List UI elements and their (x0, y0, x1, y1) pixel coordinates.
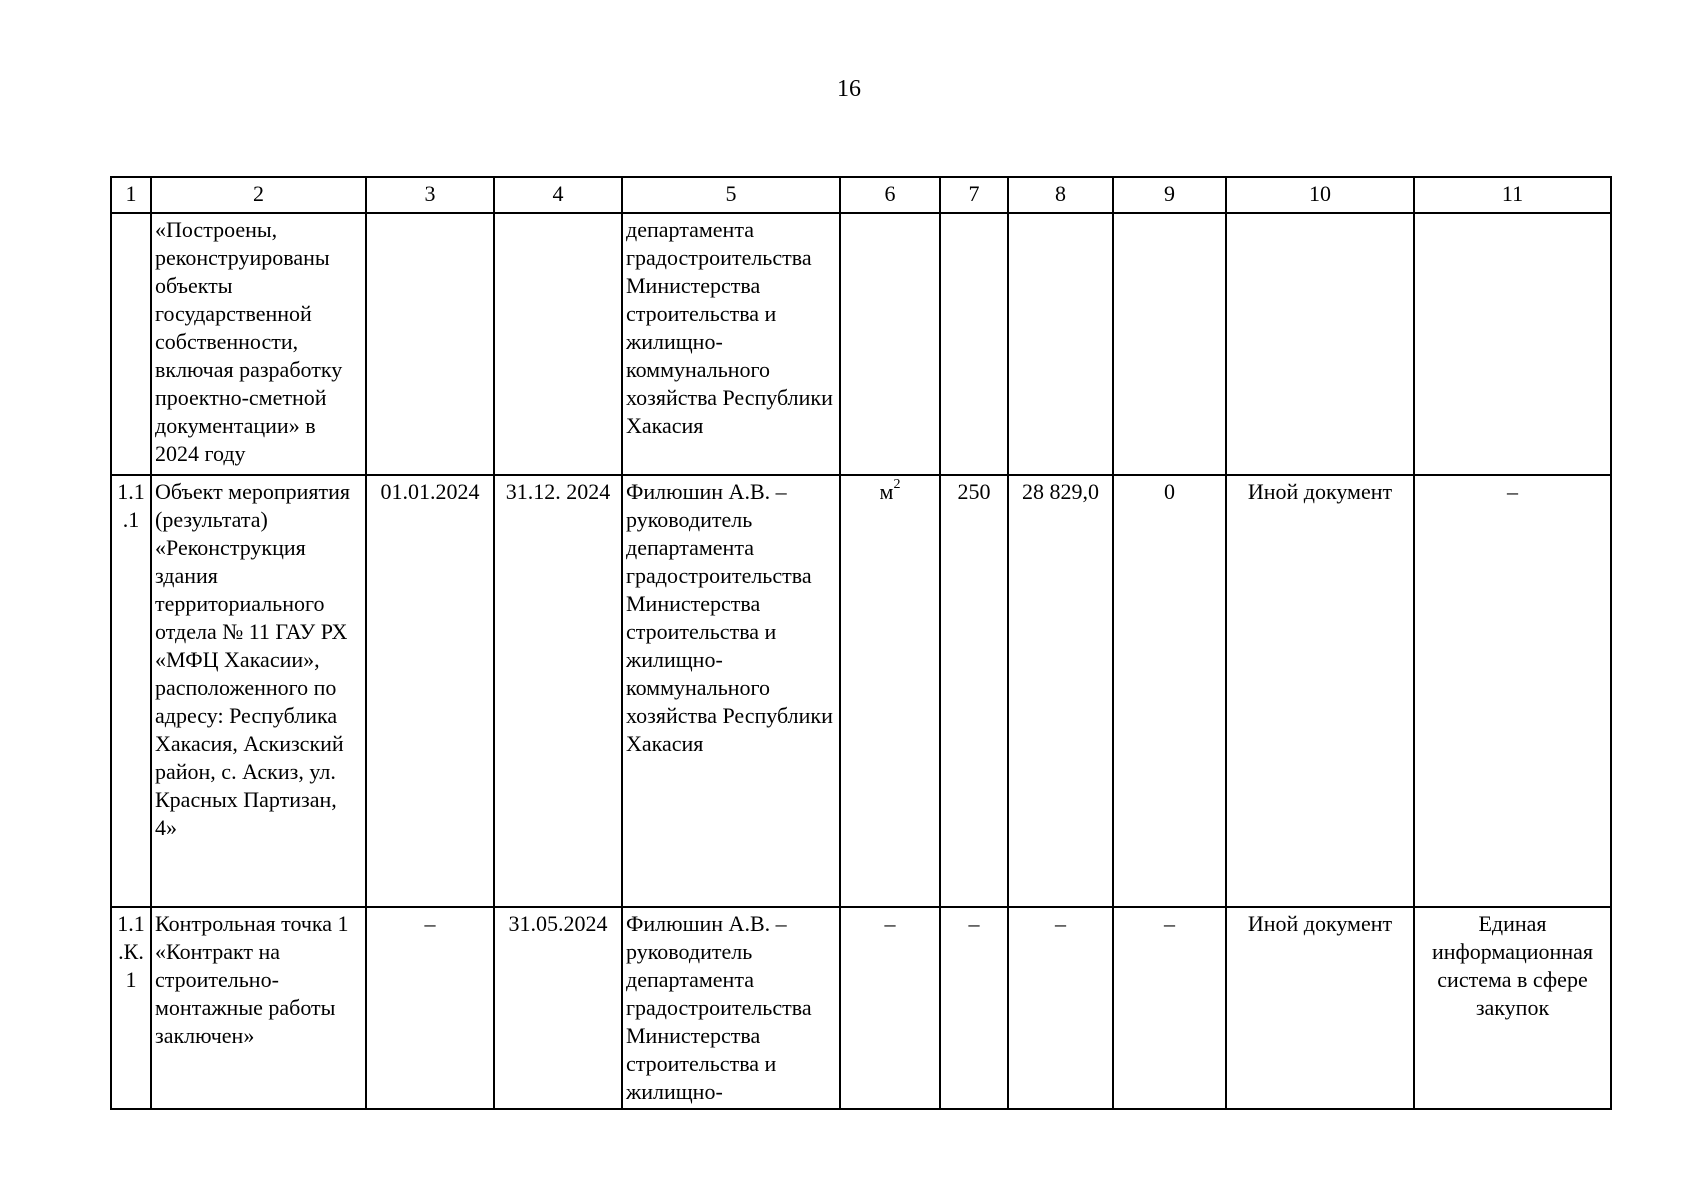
info-system-cell: – (1414, 475, 1611, 907)
col8-cell: – (1008, 907, 1113, 1109)
row-number-cell (111, 213, 151, 475)
col8-cell (1008, 213, 1113, 475)
table-row-control-point (111, 907, 1611, 1109)
col9-cell: 0 (1113, 475, 1226, 907)
col7-cell: 250 (940, 475, 1008, 907)
responsible-cell: Филюшин А.В. – руководитель департамента градостроительства Министерства строительства и жилищно- (622, 907, 840, 1109)
column-number-header: 7 (940, 177, 1008, 213)
column-number-header: 1 (111, 177, 151, 213)
result-name-cell: «Построены, реконструированы объекты государственной собственности, включая разработку проектно-сметной документации» в 2024 году (151, 213, 366, 475)
end-date-cell (494, 213, 622, 475)
page-number: 16 (837, 76, 861, 102)
responsible-cell: Филюшин А.В. – руководитель департамента градостроительства Министерства строительства и жилищно-коммунального хозяйства Республики Хакасия (622, 475, 840, 907)
column-number-header: 10 (1226, 177, 1414, 213)
column-number-header: 2 (151, 177, 366, 213)
info-system-cell (1414, 213, 1611, 475)
document-type-cell (1226, 213, 1414, 475)
end-date-cell: 31.12. 2024 (494, 475, 622, 907)
column-number-header: 4 (494, 177, 622, 213)
result-name-cell: Контрольная точка 1 «Контракт на строительно-монтажные работы заключен» (151, 907, 366, 1109)
unit-text: – (884, 911, 896, 936)
unit-cell (840, 475, 940, 907)
document-type-cell: Иной документ (1226, 475, 1414, 907)
start-date-cell: – (366, 907, 494, 1109)
start-date-cell (366, 213, 494, 475)
responsible-cell: департамента градостроительства Министерства строительства и жилищно-коммунального хозяйства Республики Хакасия (622, 213, 840, 475)
column-number-header: 3 (366, 177, 494, 213)
column-number-header: 11 (1414, 177, 1611, 213)
col8-cell: 28 829,0 (1008, 475, 1113, 907)
info-system-cell: Единая информационная система в сфере закупок (1414, 907, 1611, 1109)
start-date-cell: 01.01.2024 (366, 475, 494, 907)
document-type-cell: Иной документ (1226, 907, 1414, 1109)
col7-cell: – (940, 907, 1008, 1109)
row-number-cell: 1.1.1 (111, 475, 151, 907)
row-number-cell: 1.1.К.1 (111, 907, 151, 1109)
col9-cell (1113, 213, 1226, 475)
column-number-header: 9 (1113, 177, 1226, 213)
unit-text: м (879, 479, 894, 504)
plan-table (110, 176, 1612, 1110)
table-row-continuation (111, 213, 1611, 475)
result-name-cell: Объект мероприятия (результата) «Реконструкция здания территориального отдела № 11 ГАУ РХ «МФЦ Хакасии», расположенного по адресу: Республика Хакасия, Аскизский район, с. Аскиз, ул. Красных Партизан, 4» (151, 475, 366, 907)
column-number-header: 8 (1008, 177, 1113, 213)
column-number-row (111, 177, 1611, 213)
unit-cell (840, 213, 940, 475)
column-number-header: 6 (840, 177, 940, 213)
unit-cell (840, 907, 940, 1109)
table-row-object (111, 475, 1611, 907)
column-number-header: 5 (622, 177, 840, 213)
col7-cell (940, 213, 1008, 475)
unit-superscript: 2 (893, 477, 901, 492)
col9-cell: – (1113, 907, 1226, 1109)
end-date-cell: 31.05.2024 (494, 907, 622, 1109)
